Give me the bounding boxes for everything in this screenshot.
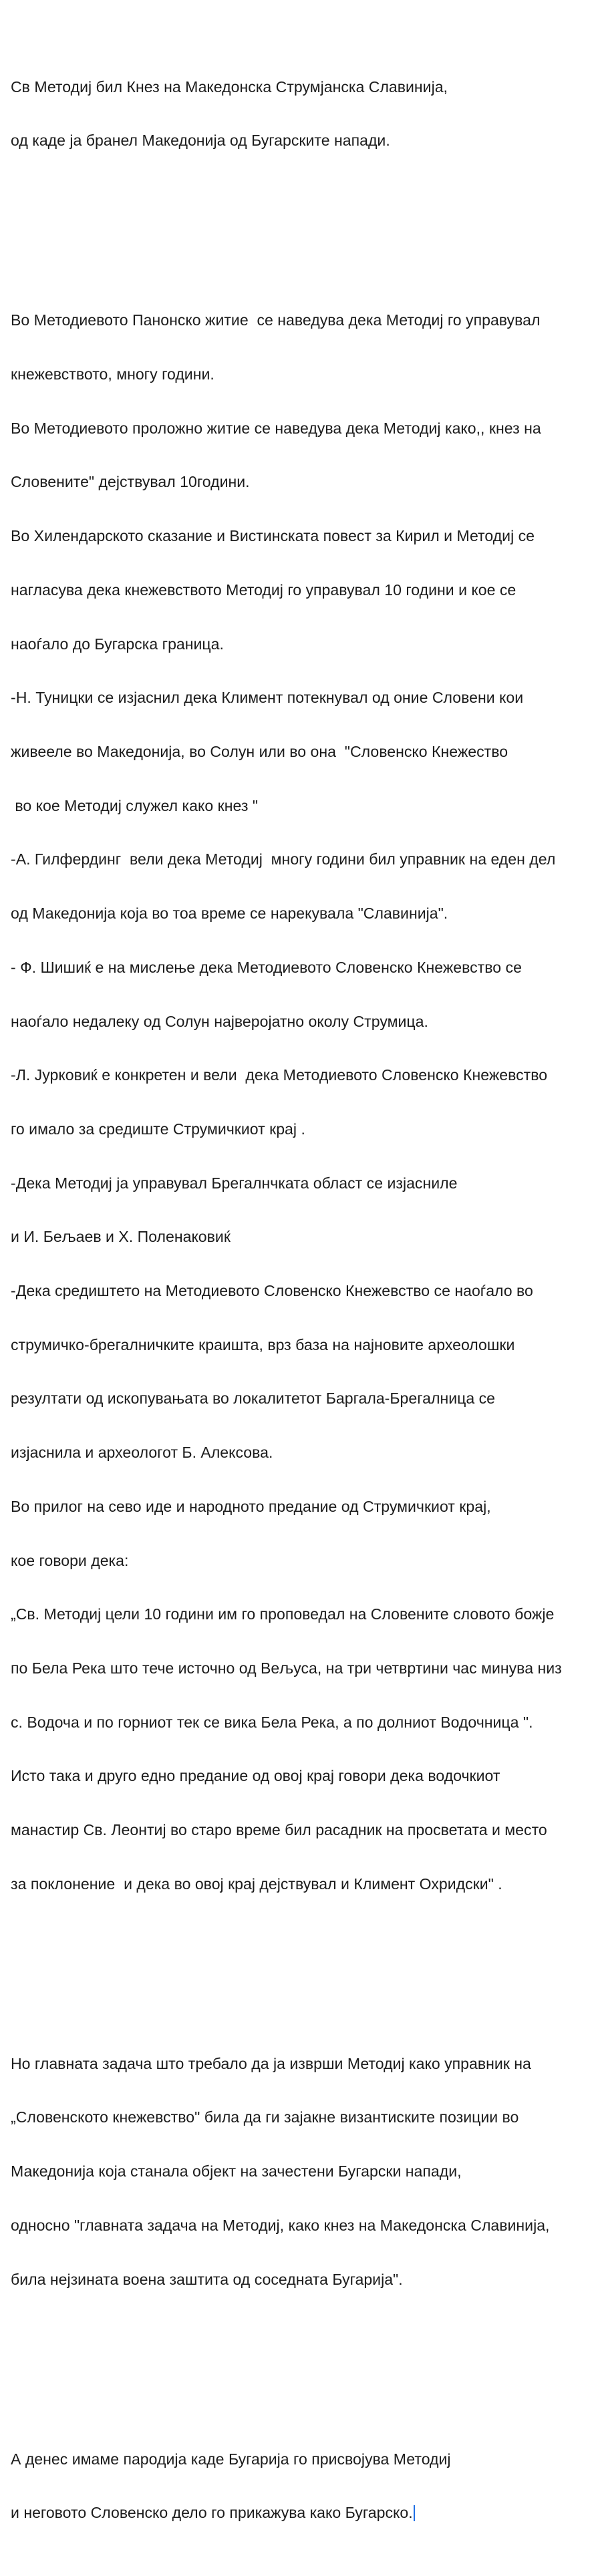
text-line: за поклонение и дека во овој крај дејствувал и Климент Охридски" . [11, 1875, 502, 1893]
text-line: Исто така и друго едно предание од овој крај говори дека водочкиот [11, 1767, 500, 1785]
text-line: Но главната задача што требало да ја изврши Методиј како управник на [11, 2054, 531, 2072]
text-line: „Св. Методиј цели 10 години им го проповедал на Словените словото божје [11, 1605, 555, 1623]
paragraph-4 [11, 2414, 589, 2558]
text-line: нагласува дека кнежевството Методиј го управувал 10 години и кое се [11, 581, 516, 599]
paragraph-1 [11, 42, 589, 186]
text-line: манастир Св. Леонтиј во старо време бил расадник на просветата и место [11, 1821, 547, 1839]
text-line: -Л. Јурковиќ е конкретен и вели дека Методиевото Словенско Кнежевство [11, 1066, 548, 1084]
paragraph-2 [11, 276, 589, 1929]
text-line: Во прилог на сево иде и народното предание од Струмичкиот крај, [11, 1497, 491, 1515]
text-line: Во Методиевото Панонско житие се наведува дека Методиј го управувал [11, 311, 541, 329]
text-line: од Македонија која во тоа време се нарекувала "Славинија". [11, 905, 448, 923]
text-line: и И. Бељаев и Х. Поленаковиќ [11, 1228, 231, 1246]
text-line: изјаснила и археологот Б. Алексова. [11, 1444, 273, 1462]
text-line: Во Хилендарското сказание и Вистинската повест за Кирил и Методиј се [11, 527, 535, 545]
text-line: -Дека Методиј ја управувал Брегалнчката област се изјасниле [11, 1174, 458, 1192]
text-line: - Ф. Шишиќ е на мислење дека Методиевото Словенско Кнежевство се [11, 958, 522, 976]
text-line: кнежевството, многу години. [11, 365, 214, 383]
text-line: во кое Методиј служел како кнез " [11, 796, 259, 814]
text-line: с. Водоча и по горниот тек се вика Бела Река, а по долниот Водочница ". [11, 1713, 533, 1731]
text-line: била нејзината воена заштита од соседната Бугарија". [11, 2270, 403, 2288]
text-line: Св Методиј бил Кнез на Македонска Струмјанска Славинија, [11, 77, 448, 96]
text-line: А денес имаме пародија каде Бугарија го присвојува Методиј [11, 2450, 451, 2468]
text-line: резултати од ископувањата во локалитетот Баргала-Брегалница се [11, 1390, 495, 1408]
text-line: живееле во Македонија, во Солун или во она "Словенско Кнежество [11, 742, 508, 760]
text-line: кое говори дека: [11, 1551, 129, 1569]
text-line: Македонија која станала објект на зачестени Бугарски напади, [11, 2162, 462, 2181]
text-line: Словените" дејствувал 10години. [11, 473, 250, 491]
text-line: од каде ја бранел Македонија од Бугарските напади. [11, 132, 390, 150]
text-line: струмичко-брегалничките краишта, врз база на најновите археолошки [11, 1335, 515, 1353]
blank-line [11, 2360, 589, 2378]
text-line: -Дека средиштето на Методиевото Словенско Кнежевство се наоѓало во [11, 1282, 533, 1300]
text-cursor [414, 2505, 415, 2521]
document-body[interactable] [11, 6, 589, 2576]
text-line-content: и неговото Словенско дело го прикажува како Бугарско. [11, 2504, 413, 2522]
text-line: „Словенското кнежевство" била да ги зајакне византиските позиции во [11, 2108, 519, 2126]
blank-line [11, 1965, 589, 1983]
text-line: наоѓало до Бугарска граница. [11, 635, 224, 653]
text-line: -Н. Туницки се изјаснил дека Климент потекнувал од оние Словени кои [11, 689, 524, 707]
text-line: го имало за средиште Струмичкиот крај . [11, 1120, 305, 1138]
blank-line [11, 222, 589, 240]
text-line: Во Методиевото проложно житие се наведува дека Методиј како,, кнез на [11, 419, 541, 437]
last-text-line [11, 2504, 589, 2522]
text-line: односно "главната задача на Методиј, како кнез на Македонска Славинија, [11, 2216, 550, 2234]
text-line: -А. Гилфердинг вели дека Методиј многу години бил управник на еден дел [11, 850, 556, 868]
text-line: наоѓало недалеку од Солун најверојатно околу Струмица. [11, 1012, 428, 1030]
text-line: по Бела Река што тече источно од Вељуса, на три четвртини час минува низ [11, 1659, 562, 1677]
paragraph-3 [11, 2019, 589, 2324]
